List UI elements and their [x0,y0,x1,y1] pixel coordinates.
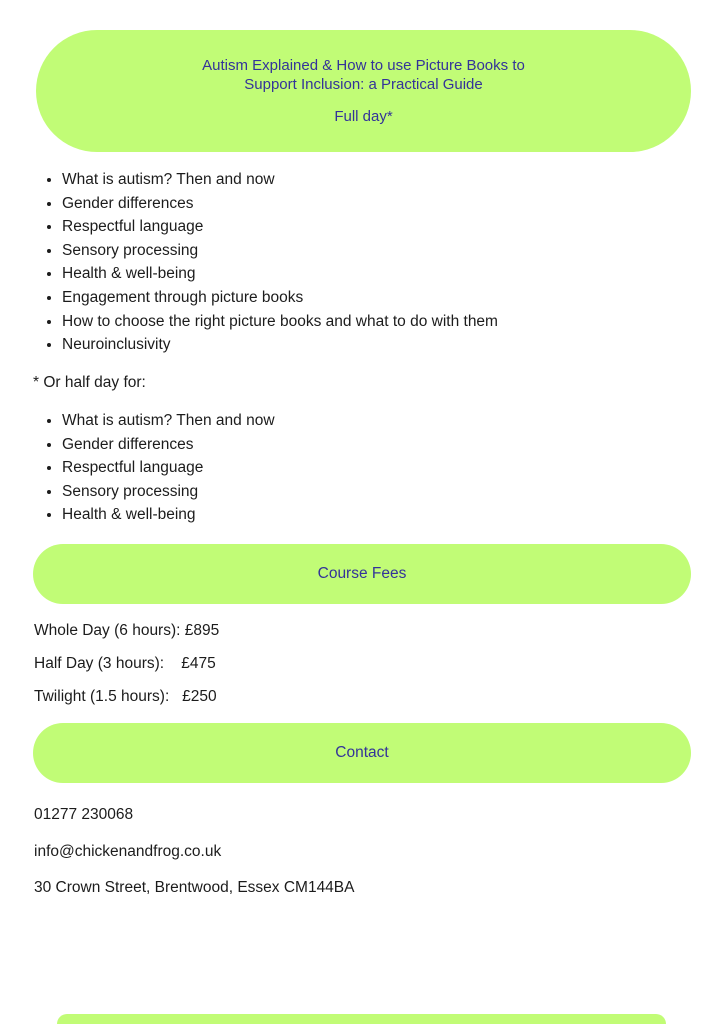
course-duration-label: Full day* [334,108,393,126]
half-day-topic-item: • What is autism? Then and now [62,409,275,433]
fee-line: Whole Day (6 hours): £895 [34,622,220,639]
contact-banner-label: Contact [335,744,389,761]
fee-line: Twilight (1.5 hours): £250 [34,688,217,706]
next-section-banner-edge [57,1014,666,1024]
full-day-topic-item: • What is autism? Then and now [62,168,498,192]
contact-email: info@chickenandfrog.co.uk [34,842,222,860]
half-day-topic-item: • Gender differences [62,433,275,457]
half-day-topic-item: • Health & well-being [62,503,275,527]
half-day-topic-list [0,409,275,527]
full-day-topic-item: • Neuroinclusivity [62,333,498,357]
full-day-topic-list [0,168,498,357]
full-day-topic-item: • Engagement through picture books [62,286,498,310]
course-title-line2: Support Inclusion: a Practical Guide [244,75,483,93]
half-day-topic-item: • Sensory processing [62,480,275,504]
full-day-topic-item: • Gender differences [62,192,498,216]
fee-line: Half Day (3 hours): £475 [34,655,216,673]
contact-banner [33,723,691,783]
contact-address: 30 Crown Street, Brentwood, Essex CM144BA [34,879,355,896]
course-title-line1: Autism Explained & How to use Picture Books to [202,56,525,74]
course-fees-banner-label: Course Fees [317,565,407,582]
course-title [202,56,525,95]
full-day-topic-item: • Sensory processing [62,239,498,263]
course-fees-banner [33,544,691,604]
fees-list [34,623,219,723]
half-day-intro: * Or half day for: [33,374,146,391]
full-day-topic-item: • Respectful language [62,215,498,239]
contact-info [34,806,354,916]
half-day-topic-item: • Respectful language [62,456,275,480]
course-title-banner [36,30,691,152]
full-day-topic-item: • Health & well-being [62,262,498,286]
full-day-topic-item: • How to choose the right picture books and what to do with them [62,310,498,334]
contact-phone: 01277 230068 [34,806,134,823]
